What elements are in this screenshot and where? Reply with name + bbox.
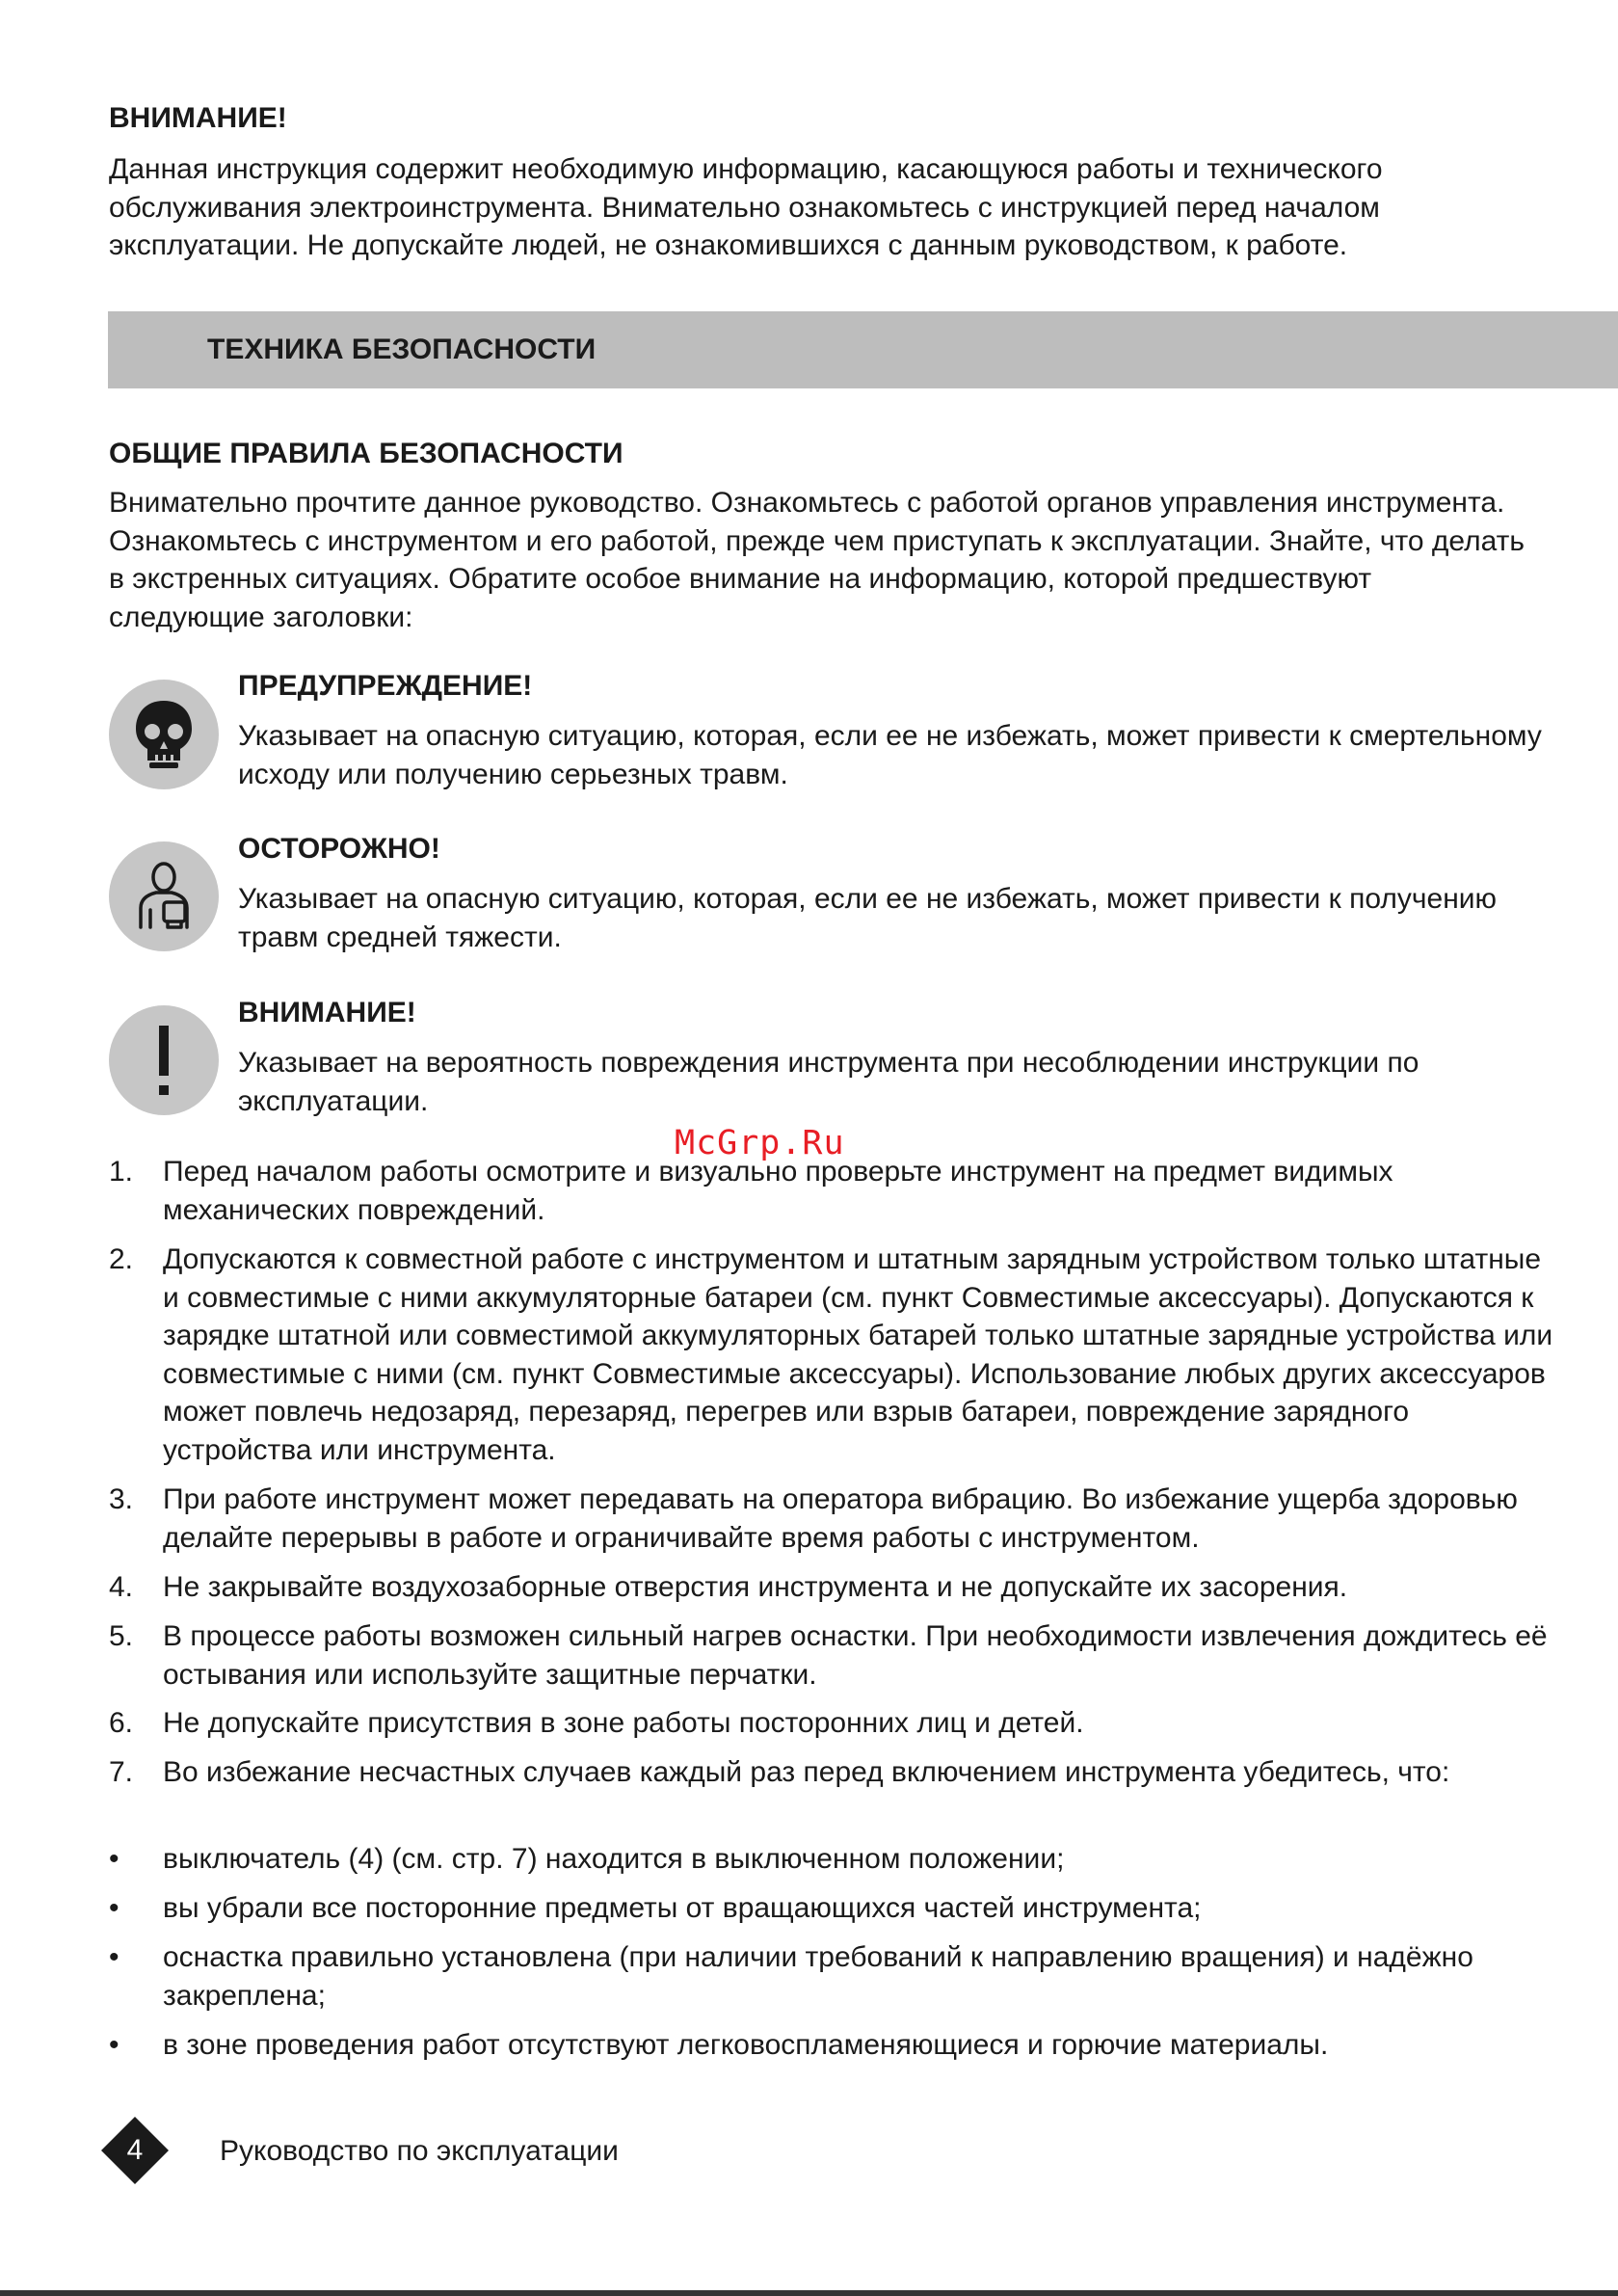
list-item-text: Допускаются к совместной работе с инструментом и штатным зарядным устройством только штатные и совместимые с ними аккумуляторные батареи (см. пункт Совместимые аксессуары). Допускаются к зарядке штатной или совместимой аккумуляторных батарей только штатные зарядные устройства или совместимые с ними (см. пункт Совместимые аксессуары). Использование любых других аксессуаров может повлечь недозаряд, перезаряд, перегрев или взрыв батареи, повреждение зарядного устройства или инструмента. <box>163 1243 1553 1466</box>
list-item-text: Не допускайте присутствия в зоне работы посторонних лиц и детей. <box>163 1707 1084 1739</box>
warning-title: ПРЕДУПРЕЖДЕНИЕ! <box>238 670 533 702</box>
list-marker: 1. <box>109 1156 134 1188</box>
bottom-rule <box>0 2290 1618 2296</box>
general-rules-heading: ОБЩИЕ ПРАВИЛА БЕЗОПАСНОСТИ <box>109 438 623 469</box>
list-item-text: вы убрали все посторонние предметы от вращающихся частей инструмента; <box>163 1892 1202 1924</box>
watermark: McGrp.Ru <box>675 1124 845 1162</box>
list-item-text: Не закрывайте воздухозаборные отверстия инструмента и не допускайте их засорения. <box>163 1571 1348 1603</box>
list-item-text: Перед началом работы осмотрите и визуально проверьте инструмент на предмет видимых механических повреждений. <box>163 1156 1393 1226</box>
section-banner <box>108 311 1618 388</box>
footer-title: Руководство по эксплуатации <box>220 2135 619 2167</box>
list-item-text: В процессе работы возможен сильный нагрев оснастки. При необходимости извлечения дождитесь её остывания или используйте защитные перчатки. <box>163 1620 1548 1691</box>
list-item <box>109 1617 1554 1694</box>
list-item <box>109 1889 1554 1928</box>
caution-title: ОСТОРОЖНО! <box>238 833 440 865</box>
list-marker: 4. <box>109 1571 134 1603</box>
list-item-text: в зоне проведения работ отсутствуют легковоспламеняющиеся и горючие материалы. <box>163 2029 1329 2061</box>
notice-text: Указывает на вероятность повреждения инструмента при несоблюдении инструкции по эксплуатации. <box>238 1047 1419 1117</box>
list-item <box>109 1481 1554 1557</box>
notice-title: ВНИМАНИЕ! <box>238 997 416 1028</box>
list-item <box>109 1153 1554 1229</box>
intro-paragraph: Данная инструкция содержит необходимую информацию, касающуюся работы и технического обслуживания электроинструмента. Внимательно ознакомьтесь с инструкцией перед началом эксплуатации. Не допускайте людей, не ознакомившихся с данным руководством, к работе. <box>109 153 1383 261</box>
list-item <box>109 1568 1554 1607</box>
skull-icon <box>109 680 219 789</box>
list-marker: 6. <box>109 1707 134 1739</box>
list-item <box>109 1704 1554 1743</box>
list-marker: 5. <box>109 1620 134 1652</box>
list-item-text: выключатель (4) (см. стр. 7) находится в выключенном положении; <box>163 1843 1065 1875</box>
intro-heading: ВНИМАНИЕ! <box>109 102 287 134</box>
list-item <box>109 1938 1554 2015</box>
list-marker: • <box>109 1941 119 1973</box>
list-item <box>109 1753 1554 1792</box>
list-marker: 3. <box>109 1483 134 1515</box>
section-title: ТЕХНИКА БЕЗОПАСНОСТИ <box>207 334 597 365</box>
page-number: 4 <box>126 2134 144 2166</box>
warning-text: Указывает на опасную ситуацию, которая, если ее не избежать, может привести к смертельному исходу или получению серьезных травм. <box>238 720 1542 790</box>
list-marker: • <box>109 1843 119 1875</box>
general-rules-paragraph: Внимательно прочтите данное руководство. Ознакомьтесь с работой органов управления инструмента. Ознакомьтесь с инструментом и его работой, прежде чем приступать к эксплуатации. Знайте, что делать в экстренных ситуациях. Обратите особое внимание на информацию, которой предшествуют следующие заголовки: <box>109 487 1525 633</box>
list-item <box>109 1840 1554 1879</box>
list-marker: • <box>109 1892 119 1924</box>
exclamation-icon <box>109 1005 219 1115</box>
injured-person-icon <box>109 841 219 951</box>
list-item <box>109 2026 1554 2065</box>
list-item <box>109 1241 1554 1469</box>
list-item-text: При работе инструмент может передавать на оператора вибрацию. Во избежание ущерба здоровью делайте перерывы в работе и ограничивайте время работы с инструментом. <box>163 1483 1518 1554</box>
list-item-text: Во избежание несчастных случаев каждый раз перед включением инструмента убедитесь, что: <box>163 1756 1450 1788</box>
list-marker: 7. <box>109 1756 134 1788</box>
list-marker: • <box>109 2029 119 2061</box>
list-marker: 2. <box>109 1243 134 1275</box>
caution-text: Указывает на опасную ситуацию, которая, если ее не избежать, может привести к получению травм средней тяжести. <box>238 883 1498 953</box>
list-item-text: оснастка правильно установлена (при наличии требований к направлению вращения) и надёжно закреплена; <box>163 1941 1473 2012</box>
